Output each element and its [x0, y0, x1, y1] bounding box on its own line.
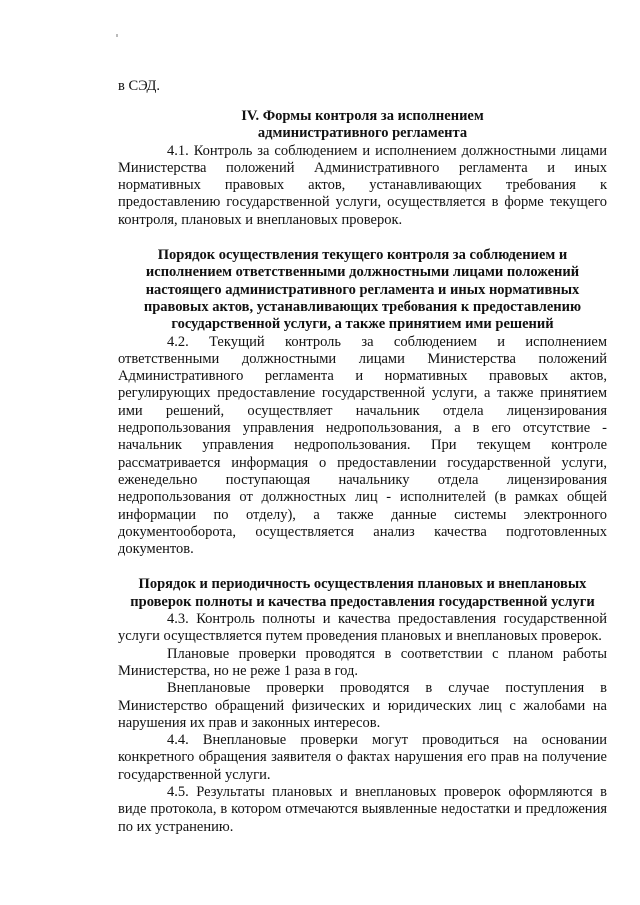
paragraph-4-2: 4.2. Текущий контроль за соблюдением и исполнением ответственными должностными лицами Министерства положений Административного регламента и нормативных правовых актов, регулирующих предоставление государственной услуги, а также принятием ими решений, осуществляет начальник отдела лицензирования недропользования управления недропользования, а в его отсутствие - начальник управления недропользования. При текущем контроле рассматривается информация о предоставлении государственной услуги, еженедельно поступающая начальнику отдела лицензирования недропользования от должностных лиц - исполнителей (в рамках общей информации по отделу), а также данные системы электронного документооборота, осуществляется анализ качества подготовленных документов. [118, 333, 607, 558]
scan-speck [116, 34, 118, 37]
section-heading-current-control: Порядок осуществления текущего контроля за соблюдением и исполнением ответственными должностными лицами положений настоящего административного регламента и иных нормативных правовых актов, устанавливающих требования к предоставлению государственной услуги, а также принятием ими решений [143, 247, 582, 333]
paragraph-4-1: 4.1. Контроль за соблюдением и исполнением должностными лицами Министерства положений Административного регламента и иных нормативных правовых актов, устанавливающих требования к предоставлению государственной услуги, осуществляется в форме текущего контроля, плановых и внеплановых проверок. [118, 142, 607, 228]
paragraph-planned-checks: Плановые проверки проводятся в соответствии с планом работы Министерства, но не реже 1 раза в год. [118, 645, 607, 679]
section-current-control [118, 247, 607, 558]
paragraph-unplanned-checks: Внеплановые проверки проводятся в случае поступления в Министерство обращений физических и юридических лиц с жалобами на нарушения их прав и законных интересов. [118, 680, 607, 731]
continuation-line: в СЭД. [118, 78, 161, 94]
paragraph-4-3: 4.3. Контроль полноты и качества предоставления государственной услуги осуществляется путем проведения плановых и внеплановых проверок. [118, 611, 607, 645]
paragraph-4-4: 4.4. Внеплановые проверки могут проводиться на основании конкретного обращения заявителя о фактах нарушения его прав на получение государственной услуги. [118, 732, 607, 783]
section-heading-inspections: Порядок и периодичность осуществления плановых и внеплановых проверок полноты и качества предоставления государственной услуги [130, 576, 595, 610]
section-control-forms [118, 108, 607, 229]
heading-line-2: административного регламента [257, 125, 468, 142]
section-heading-4 [118, 108, 607, 143]
heading-line-1: IV. Формы контроля за исполнением [241, 108, 484, 124]
paragraph-4-5: 4.5. Результаты плановых и внеплановых проверок оформляются в виде протокола, в котором отмечаются выявленные недостатки и предложения по их устранению. [118, 783, 607, 835]
section-inspections [118, 576, 607, 835]
